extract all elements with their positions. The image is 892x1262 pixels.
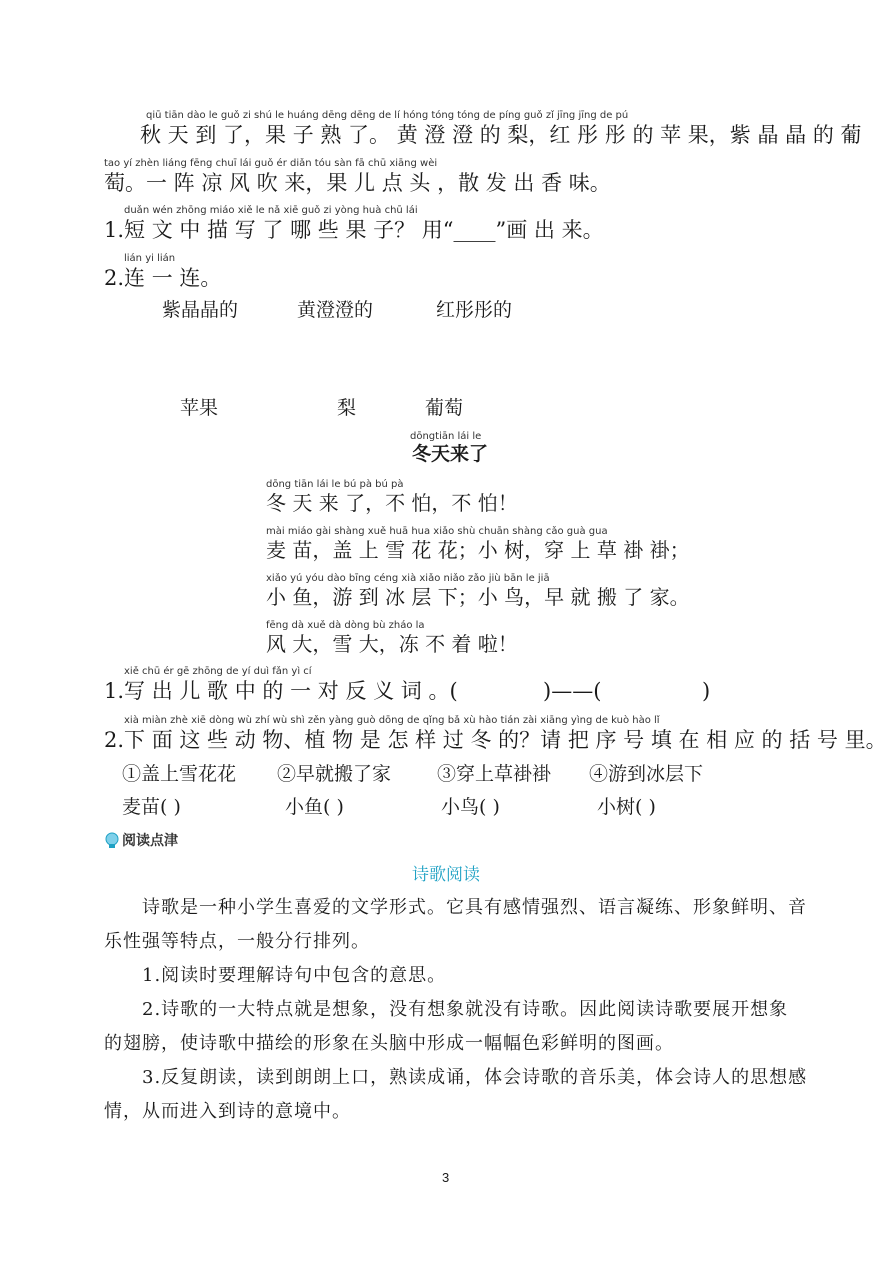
pq1-text: 1.写 出 儿 歌 中 的 一 对 反 义 词 。(	[104, 679, 458, 703]
pq2-text: 2.下 面 这 些 动 物、植 物 是 怎 样 过 冬 的？请 把 序 号 填 在 相 应 的 括 号 里。	[104, 728, 887, 752]
blank-xiaoshu[interactable]: 小树( )	[597, 796, 656, 818]
lightbulb-icon	[104, 832, 120, 850]
pq2-pinyin: xià miàn zhè xiē dòng wù zhí wù shì zěn yàng guò dōng de qǐng bǎ xù hào tián zài xiāng yìng de kuò hào lǐ	[124, 715, 660, 726]
blank-xiaoniao[interactable]: 小鸟( )	[441, 796, 500, 818]
option-4: ④游到冰层下	[589, 763, 704, 785]
blank-maimiao[interactable]: 麦苗( )	[122, 796, 181, 818]
section-title: 诗歌阅读	[412, 865, 480, 885]
poem-pinyin-4: fēng dà xuě dà dòng bù zháo la	[266, 620, 425, 631]
match-top-2[interactable]: 黄澄澄的	[297, 299, 374, 321]
passage-pinyin-2: tao yí zhèn liáng fēng chuī lái guǒ ér diǎn tóu sàn fā chū xiāng wèi	[104, 158, 438, 169]
tip-point-2: 2.诗歌的一大特点就是想象，没有想象就没有诗歌。因此阅读诗歌要展开想象	[142, 999, 789, 1020]
tip-point-1: 1.阅读时要理解诗句中包含的意思。	[142, 965, 447, 986]
passage-pinyin-1: qiū tiān dào le guǒ zi shú le huáng dēng dēng de lí hóng tóng tóng de píng guǒ zǐ jīng jīng de pú	[146, 110, 629, 121]
q1-pinyin: duǎn wén zhōng miáo xiě le nǎ xiē guǒ zi yòng huà chū lái	[124, 205, 418, 216]
blank-xiaoyu[interactable]: 小鱼( )	[285, 796, 344, 818]
option-1: ①盖上雪花花	[122, 763, 237, 785]
match-bottom-1[interactable]: 苹果	[180, 397, 219, 419]
poem-line-3: 小 鱼，游 到 冰 层 下；小 鸟，早 就 搬 了 家。	[266, 585, 690, 609]
option-3: ③穿上草褂褂	[437, 763, 552, 785]
poem-pinyin-2: mài miáo gài shàng xuě huā hua xiǎo shù chuān shàng cǎo guà gua	[266, 526, 608, 537]
match-top-1[interactable]: 紫晶晶的	[162, 299, 239, 321]
poem-title: 冬天来了	[412, 443, 489, 465]
pq1-pinyin: xiě chū ér gē zhōng de yí duì fǎn yì cí	[124, 666, 312, 677]
poem-line-2: 麦 苗，盖 上 雪 花 花；小 树，穿 上 草 褂 褂；	[266, 538, 690, 562]
pq1-blank-mid[interactable]: )——(	[543, 679, 602, 703]
poem-title-pinyin: dōngtiān lái le	[410, 431, 482, 442]
match-bottom-3[interactable]: 葡萄	[425, 397, 464, 419]
q2-pinyin: lián yi lián	[124, 253, 176, 264]
passage-line-2: 萄。一 阵 凉 风 吹 来，果 儿 点 头 ，散 发 出 香 味。	[104, 171, 611, 195]
match-top-3[interactable]: 红彤彤的	[436, 299, 513, 321]
pq1-blank-end[interactable]: )	[702, 679, 711, 703]
poem-pinyin-3: xiǎo yú yóu dào bīng céng xià xiǎo niǎo zǎo jiù bān le jiā	[266, 573, 550, 584]
poem-pinyin-1: dōng tiān lái le bú pà bú pà	[266, 479, 404, 490]
tip-label: 阅读点津	[122, 833, 178, 849]
tip-point-3b: 情，从而进入到诗的意境中。	[104, 1101, 351, 1122]
q1-text: 1.短 文 中 描 写 了 哪 些 果 子？ 用“____”画 出 来。	[104, 218, 604, 242]
tip-paragraph-1b: 乐性强等特点，一般分行排列。	[104, 931, 370, 952]
tip-point-2b: 的翅膀，使诗歌中描绘的形象在头脑中形成一幅幅色彩鲜明的图画。	[104, 1033, 674, 1054]
passage-line-1: 秋 天 到 了，果 子 熟 了。 黄 澄 澄 的 梨，红 彤 彤 的 苹 果，紫 晶 晶 的 葡	[140, 123, 862, 147]
poem-line-4: 风 大，雪 大，冻 不 着 啦！	[266, 632, 518, 656]
tip-paragraph-1: 诗歌是一种小学生喜爱的文学形式。它具有感情强烈、语言凝练、形象鲜明、音	[142, 897, 807, 918]
poem-line-1: 冬 天 来 了，不 怕，不 怕！	[266, 491, 518, 515]
option-2: ②早就搬了家	[277, 763, 392, 785]
q2-text: 2.连 一 连。	[104, 266, 222, 290]
tip-point-3: 3.反复朗读，读到朗朗上口，熟读成诵，体会诗歌的音乐美，体会诗人的思想感	[142, 1067, 808, 1088]
page-number: 3	[442, 1170, 450, 1185]
match-bottom-2[interactable]: 梨	[337, 397, 357, 419]
